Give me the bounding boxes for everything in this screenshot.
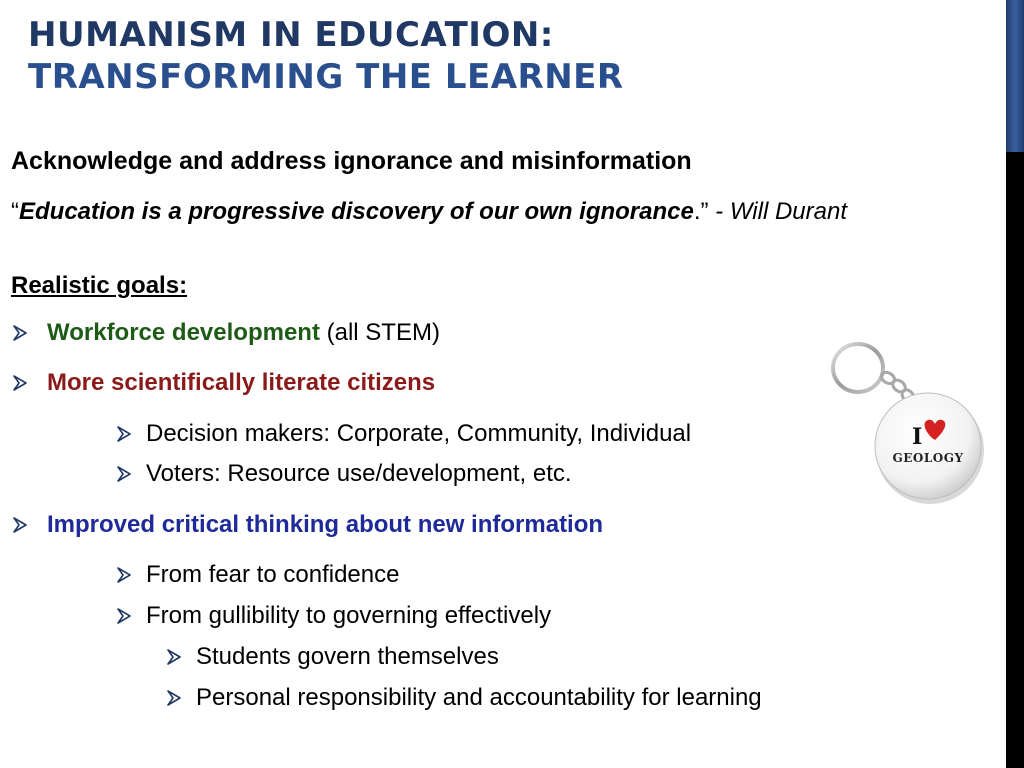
- pin-button: [875, 393, 981, 499]
- arrow-bullet-icon: [11, 375, 29, 391]
- quote-open-mark: “: [11, 198, 19, 225]
- arrow-bullet-icon: [166, 649, 182, 665]
- goals-heading: Realistic goals:: [11, 272, 188, 299]
- keychain-text-i: I: [912, 424, 923, 450]
- slide-title: [28, 14, 624, 98]
- title-line-2: TRANSFORMING THE LEARNER: [28, 57, 624, 97]
- arrow-bullet-icon: [11, 517, 29, 533]
- sub-item: [116, 561, 399, 589]
- sub-item-text: From gullibility to governing effectively: [146, 602, 552, 629]
- arrow-bullet-icon: [11, 325, 29, 341]
- goal-item: [11, 319, 440, 347]
- arrow-bullet-icon: [116, 426, 132, 442]
- quote-text: Education is a progressive discovery of our own ignorance: [19, 198, 694, 225]
- side-bar: [1006, 0, 1024, 768]
- arrow-bullet-icon: [116, 466, 132, 482]
- side-bar-accent: [1006, 0, 1024, 152]
- sub-item-text: Voters: Resource use/development, etc.: [146, 460, 572, 487]
- goal-item: [11, 369, 435, 397]
- section-heading: Acknowledge and address ignorance and misinformation: [11, 147, 692, 175]
- arrow-bullet-icon: [166, 690, 182, 706]
- sub-item: [116, 602, 551, 630]
- title-line-1: HUMANISM IN EDUCATION:: [28, 15, 554, 55]
- quote-close-mark: .”: [693, 198, 709, 225]
- goal-1-rest: (all STEM): [319, 319, 440, 346]
- sub-item-text: From fear to confidence: [146, 561, 400, 588]
- goal-item: [11, 511, 603, 539]
- quote-author: - Will Durant: [708, 198, 847, 225]
- goal-1-bold: Workforce development: [47, 319, 320, 346]
- sub-item: [116, 460, 572, 488]
- goal-3-bold: Improved critical thinking about new information: [47, 511, 604, 538]
- sub-item-text: Decision makers: Corporate, Community, Individual: [146, 420, 692, 447]
- sub-sub-item-text: Students govern themselves: [196, 643, 499, 670]
- quote: [11, 198, 847, 226]
- keychain-text-geology: GEOLOGY: [892, 451, 964, 465]
- geology-keychain-image: [826, 338, 986, 508]
- goal-2-bold: More scientifically literate citizens: [47, 369, 436, 396]
- sub-sub-item: [166, 684, 762, 712]
- sub-sub-item: [166, 643, 499, 671]
- sub-item: [116, 420, 691, 448]
- sub-sub-item-text: Personal responsibility and accountability for learning: [196, 684, 762, 711]
- arrow-bullet-icon: [116, 567, 132, 583]
- arrow-bullet-icon: [116, 608, 132, 624]
- key-ring: [833, 344, 883, 392]
